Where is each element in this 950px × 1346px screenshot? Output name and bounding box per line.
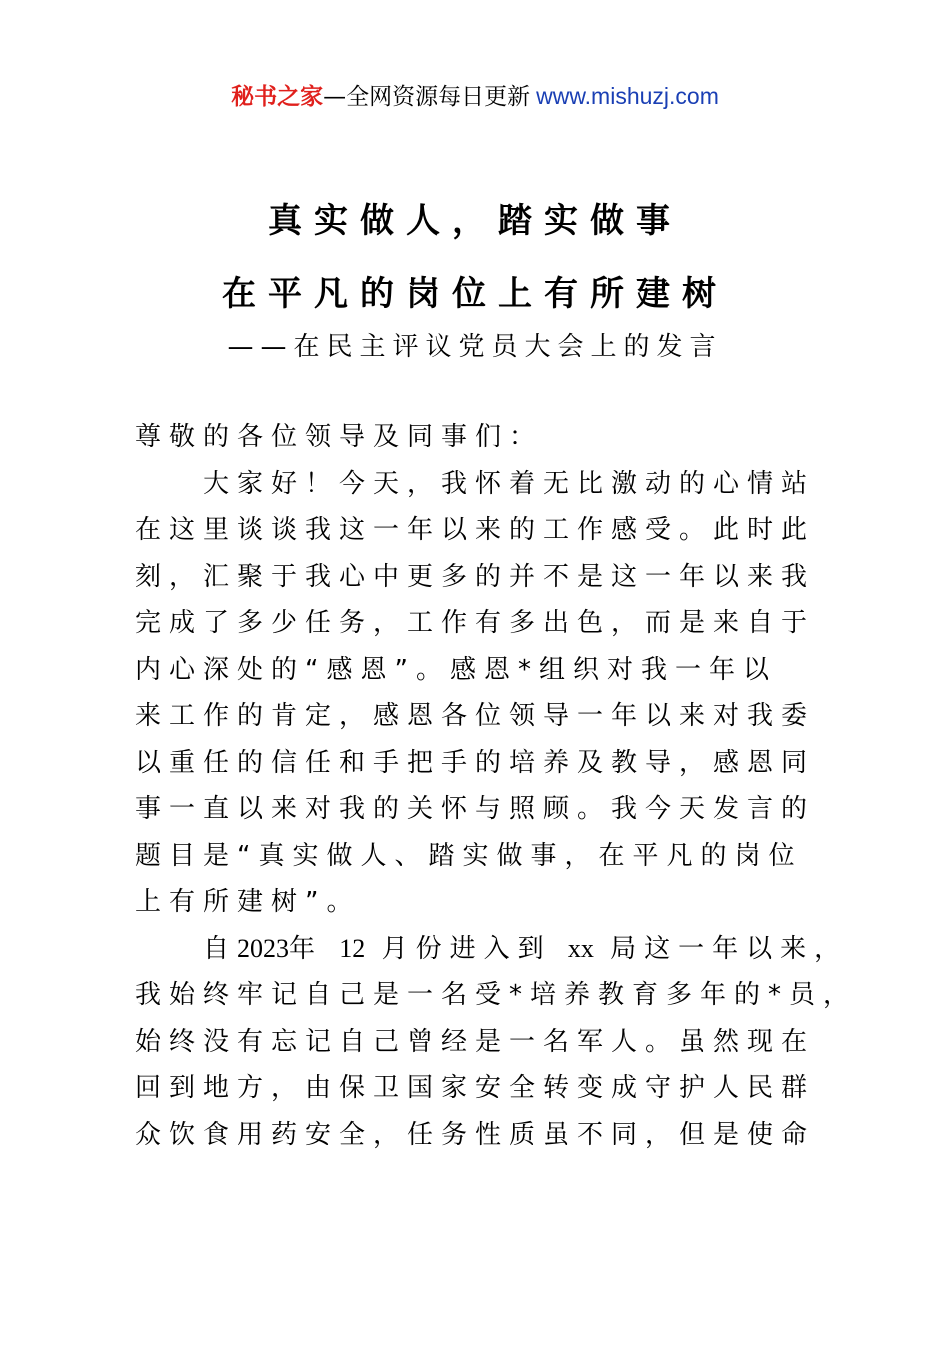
paragraph-line: 大家好！今天，我怀着无比激动的心情站 bbox=[203, 468, 816, 499]
paragraph-line: 在这里谈谈我这一年以来的工作感受。此时此 bbox=[135, 515, 816, 545]
document-subtitle: ——在民主评议党员大会上的发言 bbox=[227, 332, 723, 362]
paragraph-line: 上有所建树”。 bbox=[135, 887, 361, 917]
paragraph-line: 刻，汇聚于我心中更多的并不是这一年以来我 bbox=[135, 561, 816, 592]
document-body bbox=[135, 414, 858, 1158]
p2-month: 12 bbox=[339, 933, 366, 963]
document-title-line1: 真实做人，踏实做事 bbox=[268, 201, 682, 241]
paragraph-line: 完成了多少任务，工作有多出色，而是来自于 bbox=[135, 608, 816, 638]
paragraph-line: 回到地方，由保卫国家安全转变成守护人民群 bbox=[135, 1073, 816, 1103]
paragraph-line: 始终没有忘记自己曾经是一名军人。虽然现在 bbox=[135, 1026, 816, 1057]
brand-name: 秘书之家 bbox=[231, 84, 324, 110]
paragraph-line bbox=[135, 926, 849, 973]
site-url-link[interactable]: www.mishuzj.com bbox=[536, 83, 719, 109]
paragraph-line: 以重任的信任和手把手的培养及教导，感恩同 bbox=[135, 747, 816, 778]
paragraph-line: 内心深处的“感恩”。感恩*组织对我一年以 bbox=[135, 654, 777, 685]
p2-suffix: 局这一年以来， bbox=[610, 933, 849, 964]
paragraph-line: 我始终牢记自己是一名受*培养教育多年的*员， bbox=[135, 980, 858, 1010]
site-header bbox=[0, 80, 950, 113]
p2-year-unit: 年 bbox=[289, 933, 324, 964]
site-tagline: —全网资源每日更新 bbox=[323, 84, 531, 110]
p2-middle: 月份进入到 bbox=[381, 933, 552, 964]
paragraph-line: 事一直以来对我的关怀与照顾。我今天发言的 bbox=[135, 794, 816, 824]
paragraph-2 bbox=[135, 926, 858, 1159]
p2-org: xx bbox=[567, 933, 594, 963]
p2-year: 2023 bbox=[237, 933, 290, 963]
document-title-line2: 在平凡的岗位上有所建树 bbox=[222, 274, 728, 314]
paragraph-line: 来工作的肯定，感恩各位领导一年以来对我委 bbox=[135, 701, 816, 731]
paragraph-line: 题目是“真实做人、踏实做事，在平凡的岗位 bbox=[135, 840, 803, 871]
paragraph-1 bbox=[135, 461, 825, 926]
salutation-line: 尊敬的各位领导及同事们： bbox=[135, 422, 544, 452]
paragraph-line: 众饮食用药安全，任务性质虽不同，但是使命 bbox=[135, 1119, 816, 1150]
salutation bbox=[135, 414, 825, 461]
p2-prefix: 自 bbox=[203, 933, 238, 964]
